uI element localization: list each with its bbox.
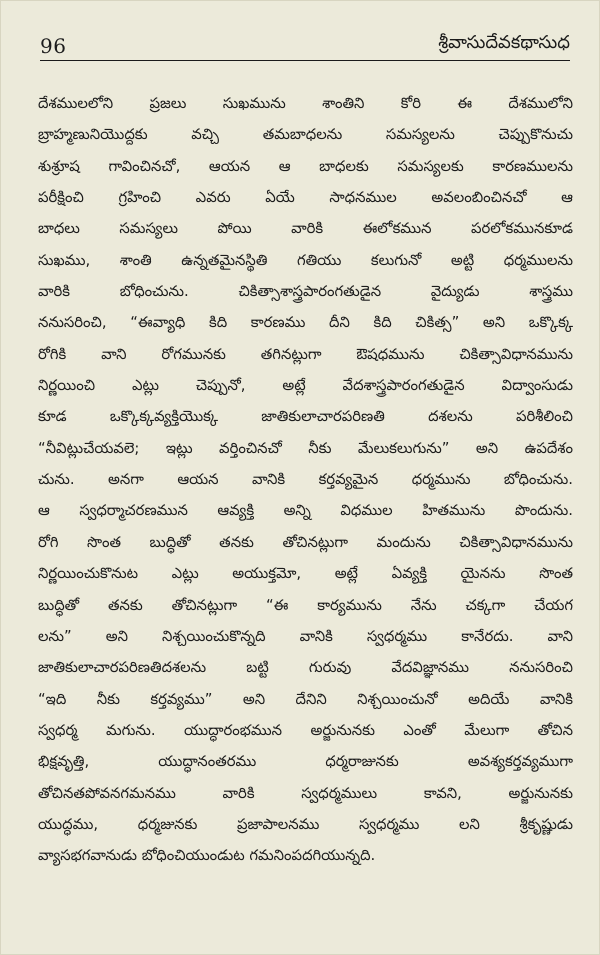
text-line: సుఖము, శాంతి ఉన్నతమైనస్థితి గతియు కలుగునో అట్టి ధర్మములను (38, 251, 573, 269)
page-number: 96 (40, 34, 67, 58)
text-line: రోగికి వాని రోగమునకు తగినట్లుగా ఔషధమును చికిత్సావిధానమును (38, 345, 573, 363)
text-line: పరీక్షించి గ్రహించి ఎవరు ఏయే సాధనముల అవలంబించినచో ఆ (38, 189, 573, 207)
text-line: దేశములలోని ప్రజలు సుఖమును శాంతిని కోరి ఈ దేశములోని (38, 95, 573, 112)
text-line: యుద్ధము, ధర్మజునకు ప్రజాపాలనము స్వధర్మము లని శ్రీకృష్ణుడు (38, 815, 573, 833)
text-line: “ఇది నీకు కర్తవ్యము” అని దేనిని నిశ్చయించునో అదియే వానికి (38, 690, 573, 708)
text-line: బ్రాహ్మణునియొద్దకు వచ్చి తమబాధలను సమస్యలను చెప్పుకొనుచు (38, 126, 573, 144)
text-line: జాతికులాచారపరిణతిదశలను బట్టి గురువు వేదవిజ్ఞానము ననుసరించి (38, 659, 573, 677)
text-line: తోచినతపోవనగమనము వారికి స్వధర్మములు కావని, అర్జునునకు (38, 784, 573, 802)
text-line: నిర్ణయించుకొనుట ఎట్లు అయుక్తమో, అట్లే ఏవ్యక్తి యైనను సొంత (38, 565, 573, 583)
text-line: రోగి సొంత బుద్ధితో తనకు తోచినట్లుగా మందును చికిత్సావిధానమును (38, 533, 573, 551)
text-line: స్వధర్మ మగును. యుద్ధారంభమున అర్జునునకు ఎంతో మేలుగా తోచిన (38, 721, 573, 739)
text-line: వారికి బోధించును. చికిత్సాశాస్త్రపారంగతుడైన వైద్యుడు శాస్త్రము (38, 283, 573, 301)
text-line: బుద్ధితో తనకు తోచినట్లుగా “ఈ కార్యమును నేను చక్కగా చేయగ (38, 596, 573, 614)
text-line: వ్యాసభగవానుడు బోధించియుండుట గమనింపదగియున్నది. (38, 847, 376, 865)
text-line: లను” అని నిశ్చయించుకొన్నది వానికి స్వధర్మము కానేరదు. వాని (38, 627, 573, 645)
text-line: కూడ ఒక్కొక్కవ్యక్తియొక్క జాతికులాచారపరిణతి దశలను పరిశీలించి (38, 408, 573, 426)
body-text (38, 88, 573, 872)
text-line: చును. అనగా ఆయన వానికి కర్తవ్యమైన ధర్మమును బోధించును. (38, 471, 573, 489)
text-line: నిర్ణయించి ఎట్లు చెప్పునో, అట్లే వేదశాస్త్రపారంగతుడైన విద్వాంసుడు (38, 377, 573, 395)
text-line: శుశ్రూష గావించినచో, ఆయన ఆ బాధలకు సమస్యలకు కారణములను (38, 157, 573, 175)
text-line: ఆ స్వధర్మాచరణమున ఆవ్యక్తి అన్ని విధముల హితమును పొందును. (38, 502, 573, 520)
text-line: బాధలు సమస్యలు పోయి వారికి ఈలోకమున పరలోకమునకూడ (38, 220, 573, 238)
page-header (40, 32, 570, 61)
running-title: శ్రీవాసుదేవకథాసుధ (438, 32, 570, 53)
text-line: “నీవిట్లుచేయవలె; ఇట్లు వర్తించినచో నీకు మేలుకలుగును” అని ఉపదేశం (38, 439, 573, 457)
text-line: ననుసరించి, “ఈవ్యాధి కిది కారణము దీని కిది చికిత్స” అని ఒక్కొక్క (38, 314, 573, 332)
text-line: భిక్షవృత్తి, యుద్ధానంతరము ధర్మరాజునకు అవశ్యకర్తవ్యముగా (38, 753, 573, 771)
